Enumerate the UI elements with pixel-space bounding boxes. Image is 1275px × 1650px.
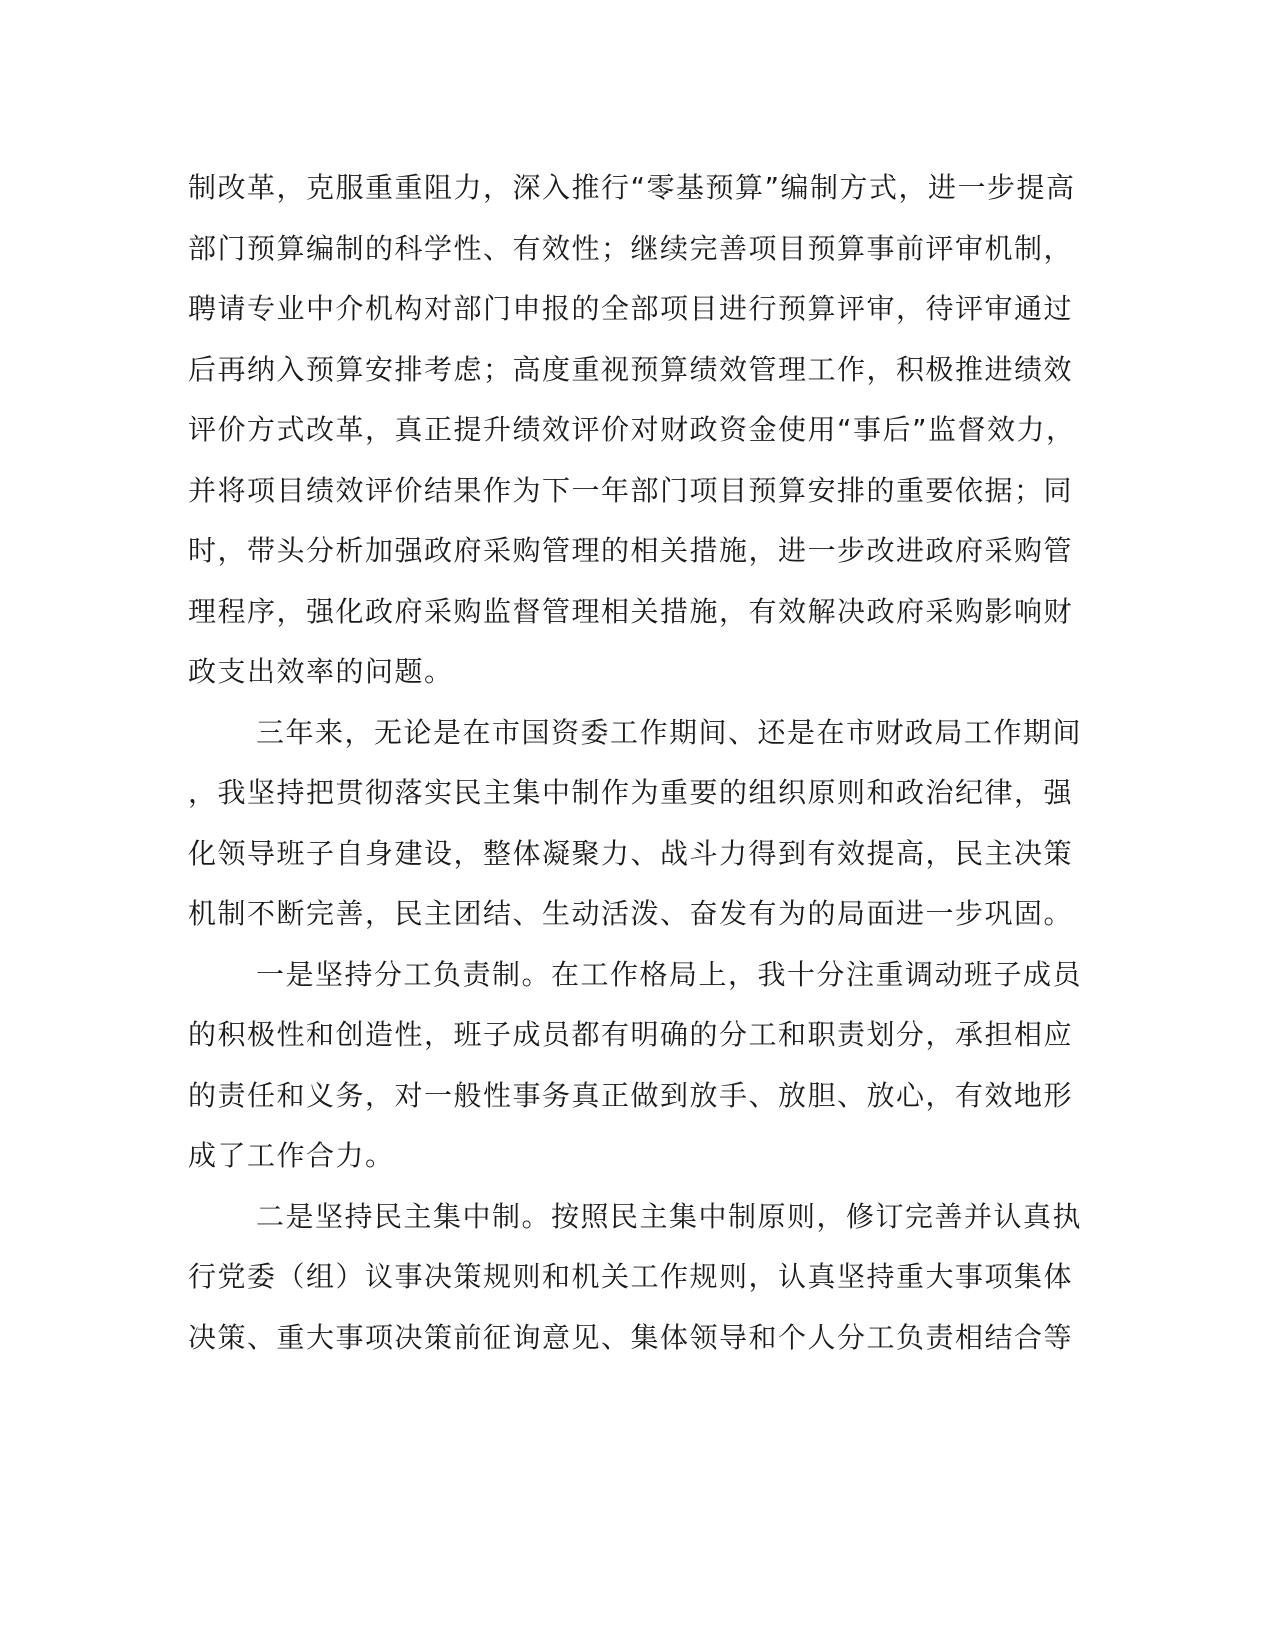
text-line: 成了工作合力。 [188, 1139, 395, 1172]
paragraph-start-line: 二是坚持民主集中制。按照民主集中制原则，修订完善并认真执 [256, 1199, 1083, 1233]
text-line: 后再纳入预算安排考虑；高度重视预算绩效管理工作，积极推进绩效 [188, 352, 1074, 386]
text-line: 聘请专业中介机构对部门申报的全部项目进行预算评审，待评审通过 [188, 292, 1074, 325]
text-line: 理程序，强化政府采购监督管理相关措施，有效解决政府采购影响财 [188, 594, 1074, 628]
text-line: 决策、重大事项决策前征询意见、集体领导和个人分工负责相结合等 [188, 1320, 1074, 1354]
text-line: 时，带头分析加强政府采购管理的相关措施，进一步改进政府采购管 [188, 534, 1074, 567]
text-line: 的积极性和创造性，班子成员都有明确的分工和职责划分，承担相应 [188, 1018, 1074, 1051]
text-line: 制改革，克服重重阻力，深入推行“零基预算”编制方式，进一步提高 [188, 171, 1076, 204]
paragraph-start-line: 三年来，无论是在市国资委工作期间、还是在市财政局工作期间 [256, 715, 1083, 749]
text-line: 评价方式改革，真正提升绩效评价对财政资金使用“事后”监督效力， [188, 413, 1076, 446]
text-line: ，我坚持把贯彻落实民主集中制作为重要的组织原则和政治纪律，强 [188, 776, 1074, 809]
text-line: 部门预算编制的科学性、有效性；继续完善项目预算事前评审机制， [188, 231, 1074, 265]
body-text [188, 158, 1083, 1368]
paragraph-start-line: 一是坚持分工负责制。在工作格局上，我十分注重调动班子成员 [256, 957, 1083, 991]
text-line: 并将项目绩效评价结果作为下一年部门项目预算安排的重要依据；同 [188, 473, 1074, 507]
text-line: 化领导班子自身建设，整体凝聚力、战斗力得到有效提高，民主决策 [188, 836, 1074, 870]
text-line: 政支出效率的问题。 [188, 655, 454, 688]
text-line: 的责任和义务，对一般性事务真正做到放手、放胆、放心，有效地形 [188, 1078, 1074, 1112]
text-line: 行党委（组）议事决策规则和机关工作规则，认真坚持重大事项集体 [188, 1260, 1074, 1293]
text-line: 机制不断完善，民主团结、生动活泼、奋发有为的局面进一步巩固。 [188, 897, 1074, 930]
